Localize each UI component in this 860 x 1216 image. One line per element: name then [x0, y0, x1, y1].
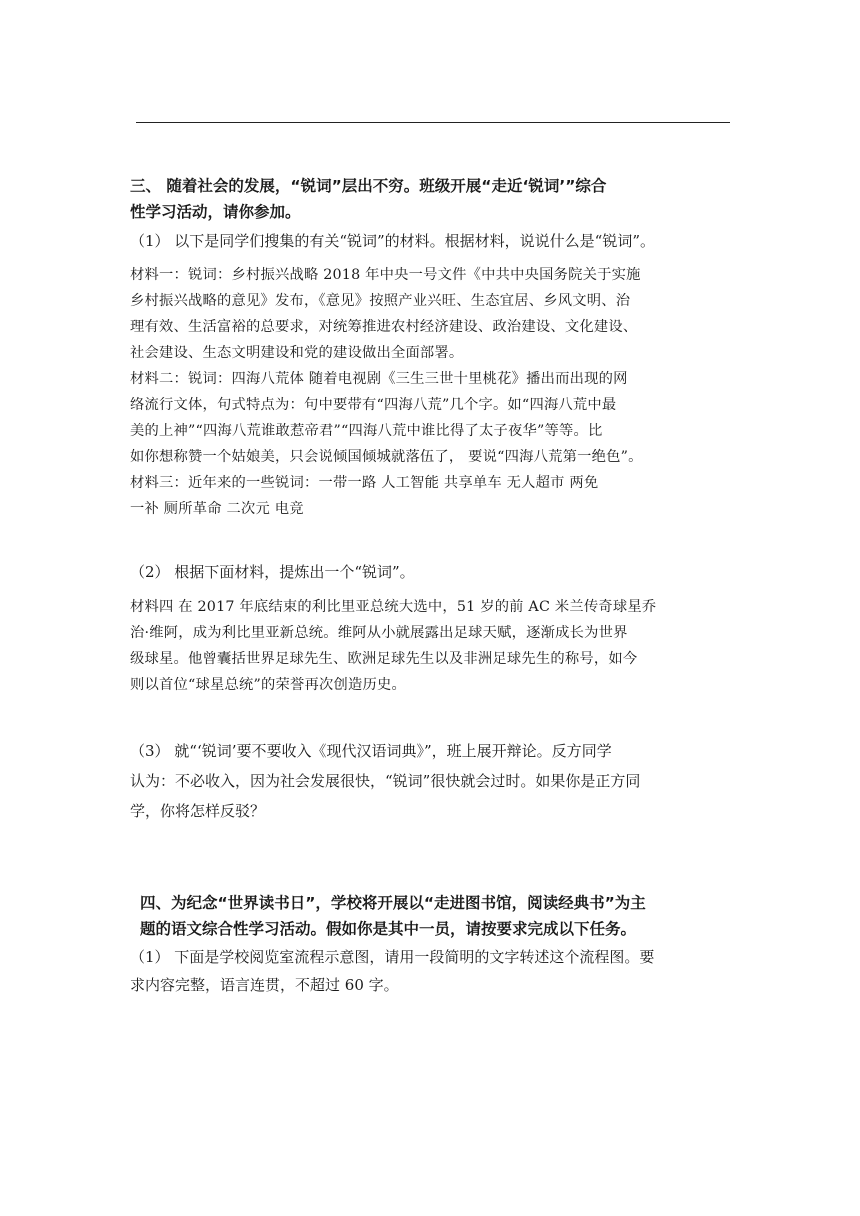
- material-1-line: 社会建设、生态文明建设和党的建设做出全面部署。: [130, 345, 464, 361]
- section3-question-2: （2） 根据下面材料，提炼出一个“锐词”。: [130, 563, 415, 581]
- material-4-line: 则以首位“球星总统”的荣誉再次创造历史。: [130, 677, 406, 693]
- question-3-line: 学，你将怎样反驳？: [130, 802, 266, 820]
- section4-question-1-line: （1） 下面是学校阅览室流程示意图，请用一段简明的文字转述这个流程图。要: [130, 948, 655, 966]
- section4-question-1-line: 求内容完整，语言连贯，不超过 60 字。: [130, 976, 399, 994]
- section3-question-3: [130, 736, 732, 826]
- material-1-line: 材料一：锐词：乡村振兴战略 2018 年中央一号文件《中共中央国务院关于实施: [130, 267, 641, 283]
- material-2-line: 材料二：锐词：四海八荒体 随着电视剧《三生三世十里桃花》播出而出现的网: [130, 371, 628, 387]
- material-3-line: 一补 厕所革命 二次元 电竞: [130, 501, 304, 517]
- section4-heading-line2: 题的语文综合性学习活动。假如你是其中一员，请按要求完成以下任务。: [140, 920, 637, 938]
- material-2: [130, 366, 732, 470]
- section4-heading: [130, 890, 742, 942]
- material-2-line: 美的上神”“四海八荒谁敢惹帝君”“四海八荒中谁比得了太子夜华”等等。比: [130, 423, 603, 439]
- section4-heading-line1: 四、为纪念“世界读书日”，学校将开展以“走进图书馆，阅读经典书”为主: [140, 894, 646, 912]
- section3-heading-line1: 三、 随着社会的发展，“锐词”层出不穷。班级开展“走近‘锐词’”综合: [130, 177, 607, 195]
- question-3-line: （3） 就“‘锐词’要不要收入《现代汉语词典》”，班上展开辩论。反方同学: [130, 742, 612, 760]
- question-3-line: 认为：不必收入，因为社会发展很快，“锐词”很快就会过时。如果你是正方同: [130, 772, 641, 790]
- material-4-line: 治·维阿，成为利比里亚新总统。维阿从小就展露出足球天赋，逐渐成长为世界: [130, 625, 628, 641]
- material-3-line: 材料三：近年来的一些锐词：一带一路 人工智能 共享单车 无人超市 两免: [130, 475, 599, 491]
- material-4-line: 级球星。他曾囊括世界足球先生、欧洲足球先生以及非洲足球先生的称号，如今: [130, 651, 638, 667]
- material-1-line: 理有效、生活富裕的总要求，对统筹推进农村经济建设、政治建设、文化建设、: [130, 319, 638, 335]
- section4-question-1: [130, 943, 732, 999]
- material-2-line: 如你想称赞一个姑娘美，只会说倾国倾城就落伍了， 要说“四海八荒第一绝色”。: [130, 449, 643, 465]
- section3-heading: [130, 173, 732, 225]
- top-rule: [136, 122, 730, 123]
- material-3: [130, 470, 732, 522]
- material-4: [130, 594, 732, 698]
- section3-heading-line2: 性学习活动，请你参加。: [130, 203, 301, 221]
- material-4-line: 材料四 在 2017 年底结束的利比里亚总统大选中，51 岁的前 AC 米兰传奇球星乔: [130, 599, 657, 615]
- material-1: [130, 262, 732, 366]
- material-2-line: 络流行文体，句式特点为：句中要带有“四海八荒”几个字。如“四海八荒中最: [130, 397, 617, 413]
- material-1-line: 乡村振兴战略的意见》发布，《意见》按照产业兴旺、生态宜居、乡风文明、治: [130, 293, 631, 309]
- section3-question-1: （1） 以下是同学们搜集的有关“锐词”的材料。根据材料，说说什么是“锐词”。: [130, 232, 655, 250]
